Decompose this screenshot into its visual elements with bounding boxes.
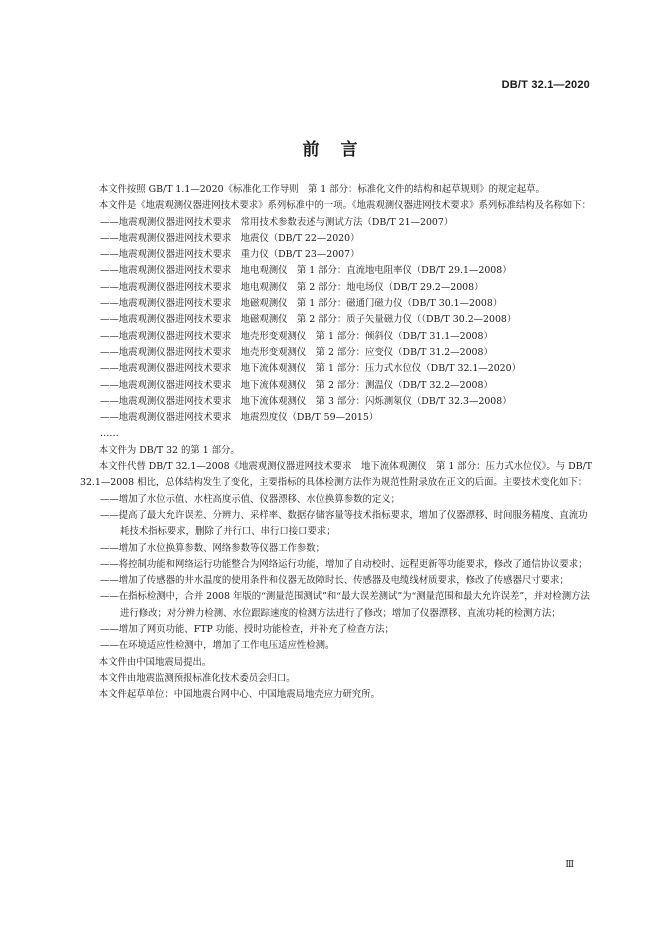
intro-paragraph-1: 本文件按照 GB/T 1.1—2020《标准化工作导则 第 1 部分：标准化文件的结构和起草规则》的规定起草。 <box>98 184 545 195</box>
part-note: 本文件为 DB/T 32 的第 1 部分。 <box>98 444 240 456</box>
change-item: ——增加了传感器的井水温度的使用条件和仪器无故障时长、传感器及电缆线材质要求，修改了传感器尺寸要求； <box>100 575 569 587</box>
page-title: 前 言 <box>302 140 360 160</box>
drafters-note: 本文件起草单位：中国地震台网中心、中国地震局地壳应力研究所。 <box>98 689 381 701</box>
series-item: ——地震观测仪器进网技术要求 地磁观测仪 第 1 部分：磁通门磁力仪（DB/T 30.1—2008） <box>100 298 503 310</box>
series-item: ——地震观测仪器进网技术要求 地电观测仪 第 2 部分：地电场仪（DB/T 29.2—2008） <box>100 281 484 293</box>
series-item: ——地震观测仪器进网技术要求 地壳形变观测仪 第 2 部分：应变仪（DB/T 31.2—2008） <box>100 346 493 358</box>
change-item: ——增加了水位示值、水柱高度示值、仪器漂移、水位换算参数的定义； <box>100 493 401 505</box>
standard-code: DB/T 32.1—2020 <box>501 79 590 91</box>
series-item: ——地震观测仪器进网技术要求 地下流体观测仪 第 3 部分：闪烁测氡仪（DB/T 32.3—2008） <box>100 395 512 407</box>
series-item: ——地震观测仪器进网技术要求 重力仪（DB/T 23—2007） <box>100 249 360 261</box>
series-item: ——地震观测仪器进网技术要求 地震烈度仪（DB/T 59—2015） <box>100 412 379 424</box>
series-ellipsis: …… <box>100 428 119 440</box>
change-item: ——将控制功能和网络运行功能整合为网络运行功能，增加了自动校时、远程更新等功能要求，修改了通信协议要求； <box>100 558 588 570</box>
series-item: ——地震观测仪器进网技术要求 地壳形变观测仪 第 1 部分：倾斜仪（DB/T 31.1—2008） <box>100 330 493 342</box>
proposer-note: 本文件由中国地震局提出。 <box>98 656 212 668</box>
change-item: ——提高了最大允许误差、分辨力、采样率、数据存储容量等技术指标要求，增加了仪器漂移、时间服务精度、直流功耗技术指标要求，删除了并行口、串行口接口要求； <box>100 509 588 538</box>
change-item: ——在环境适应性检测中，增加了工作电压适应性检测。 <box>100 640 335 652</box>
series-item: ——地震观测仪器进网技术要求 地下流体观测仪 第 1 部分：压力式水位仪（DB/T 32.1—2020） <box>100 363 521 375</box>
series-item: ——地震观测仪器进网技术要求 地磁观测仪 第 2 部分：质子矢量磁力仪（（DB/T 30.2—2008） <box>100 314 517 326</box>
page-number: Ⅲ <box>565 860 574 870</box>
series-item: ——地震观测仪器进网技术要求 地下流体观测仪 第 2 部分：测温仪（DB/T 32.2—2008） <box>100 379 493 391</box>
series-item: ——地震观测仪器进网技术要求 地电观测仪 第 1 部分：直流地电阻率仪（DB/T 29.1—2008） <box>100 265 512 277</box>
series-item: ——地震观测仪器进网技术要求 地震仪（DB/T 22—2020） <box>100 232 360 244</box>
intro-paragraph-2: 本文件是《地震观测仪器进网技术要求》系列标准中的一项。《地震观测仪器进网技术要求》系列标准结构及名称如下： <box>98 200 591 212</box>
change-item: ——在指标检测中，合并 2008 年版的“测量范围测试”和“最大误差测试”为“测量范围和最大允许误差”，并对检测方法进行修改；对分辨力检测、水位跟踪速度的检测方法进行了修改；增加了仪器漂移、直流功耗的检测方法； <box>100 591 590 619</box>
change-item: ——增加了水位换算参数、网络参数等仪器工作参数； <box>100 542 326 554</box>
series-item: ——地震观测仪器进网技术要求 常用技术参数表述与测试方法（DB/T 21—2007） <box>100 216 454 228</box>
replace-note: 本文件代替 DB/T 32.1—2008《地震观测仪器进网技术要求 地下流体观测仪 第 1 部分：压力式水位仪》。与 DB/T 32.1—2008 相比，总体结构发生了变化，主要指标的具体检测方法作为规范性附录放在正文的后面。主要技术变化如下： <box>80 461 592 489</box>
change-item: ——增加了网页功能、FTP 功能、授时功能检查，并补充了检查方法； <box>100 624 394 636</box>
document-body <box>80 182 592 704</box>
committee-note: 本文件由地震监测预报标准化技术委员会归口。 <box>98 672 296 684</box>
